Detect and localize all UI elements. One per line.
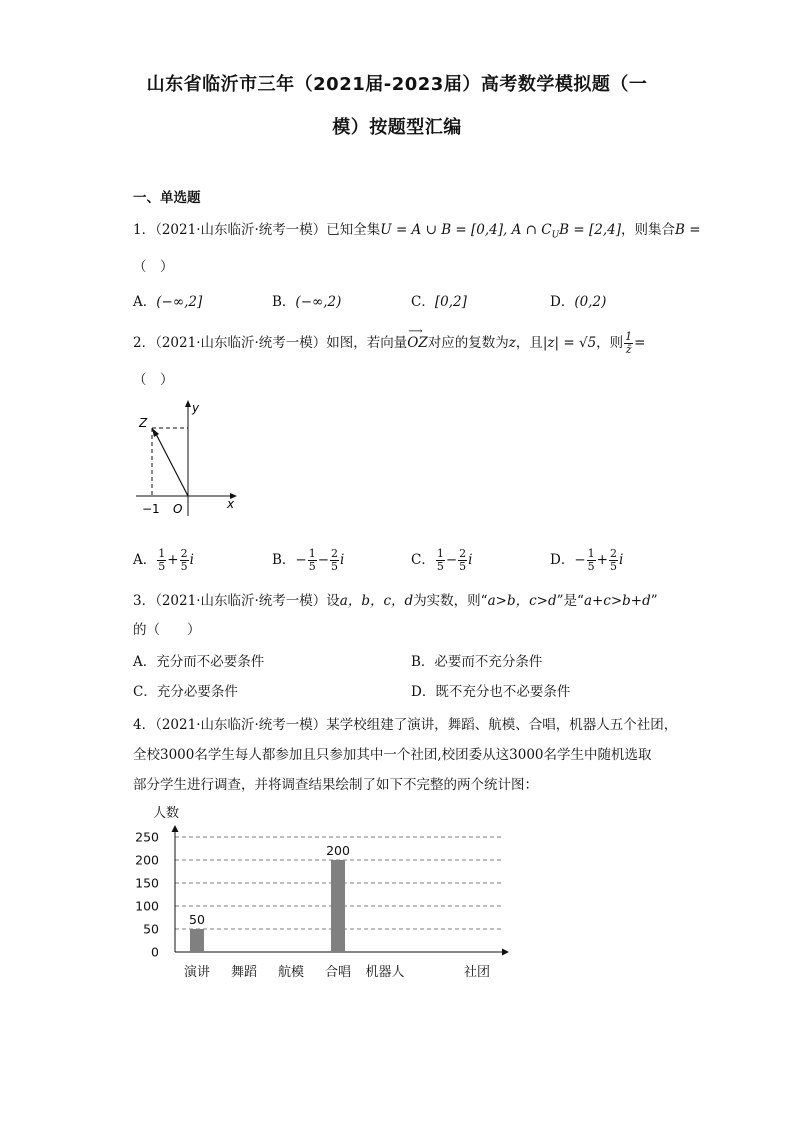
data-label: 50: [189, 912, 205, 927]
q1-stem: [133, 218, 701, 241]
q2-eq: =: [634, 335, 646, 351]
frac-den: 5: [436, 560, 444, 573]
frac-num: 1: [158, 547, 166, 560]
label-z: Z: [139, 416, 148, 430]
q1-stem-text-b: ，则集合: [621, 222, 675, 238]
option-i: i: [189, 552, 194, 568]
option-sign: −: [574, 552, 586, 568]
option-label: C．: [133, 684, 157, 700]
q3-option-b[interactable]: [411, 650, 542, 670]
q2-vector: [407, 326, 428, 351]
y-axis-title: 人数: [153, 806, 180, 821]
frac-den: 5: [587, 560, 595, 573]
option-label: D．: [550, 294, 575, 310]
q3-cond1: a>b，c>d: [487, 593, 557, 609]
q3-vars: a，b，c，d: [339, 593, 414, 609]
section-heading: 一、单选题: [133, 190, 201, 206]
y-tick-label: 250: [135, 829, 159, 845]
q4-line3: 部分学生进行调查，并将调查结果绘制了如下不完整的两个统计图：: [133, 777, 538, 793]
q3-option-d[interactable]: [411, 680, 570, 700]
frac-num: 1: [625, 330, 633, 343]
label-neg1: −1: [142, 502, 160, 516]
q4-line1: 4．（2021·山东临沂·统考一模）某学校组建了演讲，舞蹈、航模、合唱，机器人五个社团，: [133, 717, 678, 733]
q1-stem-text: 1．（2021·山东临沂·统考一模）已知全集: [133, 222, 381, 238]
option-i: i: [468, 552, 473, 568]
y-tick-label: 0: [151, 944, 159, 960]
q2-stem-text-c: ，且: [515, 335, 543, 351]
q3-line2: 的（ ）: [133, 622, 201, 638]
q2-abs: |z| = √5: [542, 335, 597, 351]
frac-num: 2: [459, 547, 467, 560]
option-label: C．: [411, 552, 435, 568]
option-op: −: [445, 552, 458, 568]
q2-complex-plane-figure: [130, 398, 245, 522]
option-sign: −: [295, 552, 307, 568]
data-label: 200: [326, 843, 350, 858]
frac-num: 1: [308, 547, 316, 560]
q2-stem: [133, 326, 646, 356]
option-i: i: [618, 552, 624, 568]
option-text: 充分而不必要条件: [156, 654, 265, 670]
frac-num: 1: [587, 547, 595, 560]
y-axis-arrow: [185, 400, 191, 407]
q3-option-a[interactable]: [133, 650, 264, 670]
q1-option-b[interactable]: [272, 290, 341, 310]
q2-option-b[interactable]: [272, 548, 344, 573]
frac-num: 2: [331, 547, 339, 560]
q2-stem-text-b: 对应的复数为: [427, 335, 509, 351]
q2-stem-text-d: ，则: [596, 335, 624, 351]
label-x: x: [227, 497, 235, 511]
option-op: +: [596, 552, 608, 568]
option-label: A．: [133, 654, 157, 670]
bar: [331, 860, 345, 952]
x-axis-title: 社团: [463, 965, 491, 980]
q1-stem-set: B =: [675, 222, 701, 238]
q2-option-c[interactable]: [411, 548, 472, 573]
q2-z: z: [508, 335, 516, 351]
frac-den: z̄: [625, 343, 632, 356]
frac-den: 5: [609, 560, 617, 573]
q3-cond2: a+c>b+d: [583, 593, 651, 609]
q3-stem-text-d: ”: [650, 593, 658, 609]
option-label: B．: [272, 294, 296, 310]
q1-paren: （ ）: [133, 259, 174, 275]
q3-stem: [133, 589, 658, 609]
option-i: i: [340, 552, 345, 568]
option-label: A．: [133, 294, 157, 310]
frac-den: 5: [308, 560, 316, 573]
q2-paren: （ ）: [133, 372, 174, 388]
option-label: C．: [411, 294, 435, 310]
q1-option-d[interactable]: [550, 290, 606, 310]
vector-oz: [155, 432, 188, 496]
q4-line2: 全校3000名学生每人都参加且只参加其中一个社团,校团委从这3000名学生中随机选取: [133, 747, 652, 763]
q3-stem-text-c: ”是“: [556, 593, 584, 609]
option-text: 充分必要条件: [156, 684, 238, 700]
label-o: O: [173, 502, 183, 516]
option-op: −: [317, 552, 330, 568]
q2-fraction: [624, 331, 633, 356]
option-value: (−∞,2]: [156, 294, 203, 310]
option-value: [0,2]: [434, 294, 467, 310]
q1-formula-b: B = [2,4]: [559, 222, 621, 238]
q2-stem-text: 2．（2021·山东临沂·统考一模）如图，若向量: [133, 335, 408, 351]
option-label: D．: [550, 552, 575, 568]
q2-option-d[interactable]: [550, 548, 623, 573]
x-tick-label: 合唱: [324, 965, 352, 980]
x-tick-label: 航模: [277, 965, 305, 980]
q1-option-c[interactable]: [411, 290, 467, 310]
x-tick-label: 演讲: [183, 965, 211, 980]
option-value: (−∞,2): [295, 294, 342, 310]
q3-stem-text-b: 为实数，则“: [413, 593, 488, 609]
bar: [190, 929, 204, 952]
y-tick-label: 150: [135, 875, 159, 891]
option-op: +: [167, 552, 179, 568]
x-tick-label: 舞蹈: [230, 965, 258, 980]
x-tick-label: 机器人: [365, 965, 405, 980]
option-text: 既不充分也不必要条件: [435, 684, 571, 700]
q3-option-c[interactable]: [133, 680, 238, 700]
y-tick-label: 100: [135, 898, 159, 914]
page-title-line2: 模）按题型汇编: [332, 117, 462, 138]
option-label: D．: [411, 684, 436, 700]
bar-chart: [125, 800, 515, 990]
q2-vector-text: OZ: [407, 335, 428, 351]
page-title-line1: 山东省临沂市三年（2021届-2023届）高考数学模拟题（一: [146, 74, 648, 95]
q2-option-a[interactable]: [133, 548, 194, 573]
y-tick-label: 200: [135, 852, 159, 868]
option-label: B．: [272, 552, 296, 568]
frac-num: 1: [436, 547, 444, 560]
frac-den: 5: [459, 560, 467, 573]
q3-stem-text: 3．（2021·山东临沂·统考一模）设: [133, 593, 340, 609]
option-label: A．: [133, 552, 157, 568]
frac-den: 5: [180, 560, 188, 573]
frac-num: 2: [180, 547, 188, 560]
q1-formula-sub: U: [551, 230, 560, 241]
label-y: y: [192, 401, 200, 415]
frac-den: 5: [331, 560, 339, 573]
q1-option-a[interactable]: [133, 290, 202, 310]
vector-oz-arrowhead: [152, 428, 159, 437]
frac-den: 5: [158, 560, 166, 573]
frac-num: 2: [609, 547, 617, 560]
x-axis-arrow: [502, 949, 509, 956]
option-text: 必要而不充分条件: [434, 654, 543, 670]
q1-formula: U = A ∪ B = [0,4], A ∩ C: [380, 222, 552, 238]
vector-arrow-icon: ⟶: [408, 326, 423, 337]
y-axis-arrow: [172, 825, 179, 832]
option-value: (0,2): [574, 294, 607, 310]
y-tick-label: 50: [143, 921, 159, 937]
option-label: B．: [411, 654, 435, 670]
